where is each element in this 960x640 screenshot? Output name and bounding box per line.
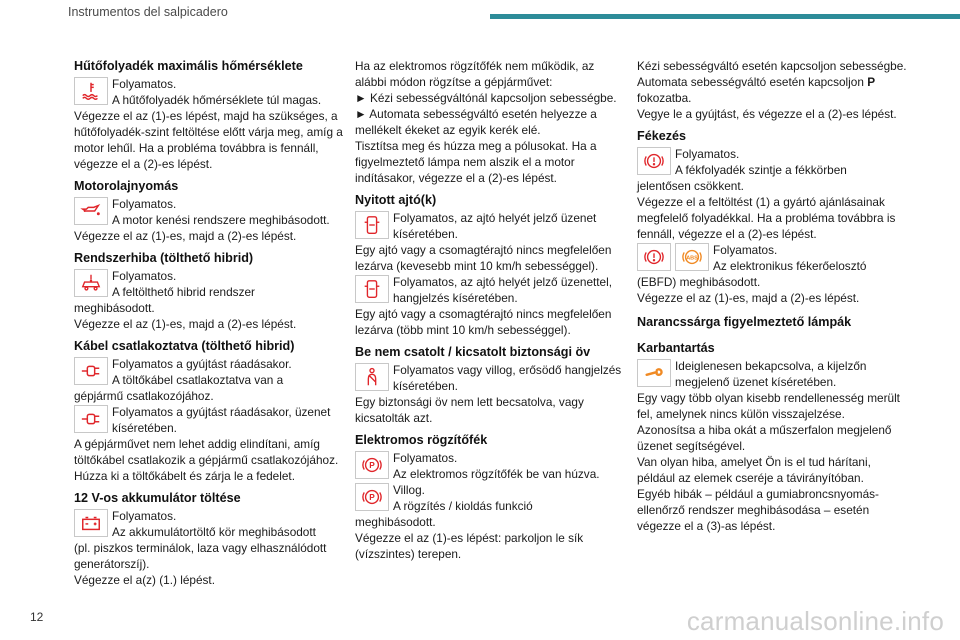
watermark-text: carmanualsonline.info [686,606,944,636]
instruction-text: Tisztítsa meg és húzza meg a pólusokat. Ha a figyelmeztető lámpa nem alszik el a motor indításakor, végezze el a (2)-es lépést. [355,139,597,185]
warning-description: Folyamatos vagy villog, erősödő hangjelzés kíséretében. [393,363,622,393]
warning-description: A töltőkábel csatlakoztatva van a [112,373,284,387]
instruction-text: ► Kézi sebességváltónál kapcsoljon sebességbe. [355,91,617,105]
column-left [74,58,344,588]
svg-text:P: P [369,461,375,471]
charging-plug-icon [74,357,108,385]
instruction-text: Azonosítsa a hiba okát a műszerfalon megjelenő üzenet segítségével. [637,423,892,453]
section-heading-cable-connected: Kábel csatlakoztatva (tölthető hibrid) [74,339,295,353]
warning-description: Az akkumulátortöltő kör meghibásodott [112,525,316,539]
warning-state: Folyamatos. [112,77,177,91]
coolant-temperature-icon [74,77,108,105]
section-heading-12v-battery: 12 V-os akkumulátor töltése [74,491,241,505]
warning-state: Folyamatos a gyújtást ráadásakor, üzenet kíséretében. [112,405,331,435]
wrench-icon [637,359,671,387]
instruction-text: Kézi sebességváltó esetén kapcsoljon sebességbe. [637,59,907,73]
warning-row-coolant [74,76,344,108]
warning-row-maintenance [637,358,907,390]
instruction-text: Végezze el az (1)-es, majd a (2)-es lépést. [74,229,297,243]
section-heading-braking: Fékezés [637,129,687,143]
warning-description: Folyamatos, az ajtó helyét jelző üzenettel, hangjelzés kíséretében. [393,275,613,305]
instruction-text: A gépjárművet nem lehet addig elindítani, amíg töltőkábel csatlakozik a gépjármű csatlakozójához. [74,437,339,467]
warning-description: A feltölthető hibrid rendszer [112,285,255,299]
instruction-text: meghibásodott. [74,301,155,315]
section-heading-oil-pressure: Motorolajnyomás [74,179,179,193]
hybrid-system-fault-icon [74,269,108,297]
instruction-text-part: fokozatba. [637,91,692,105]
instruction-text: (EBFD) meghibásodott. [637,275,761,289]
gear-p-label: P [867,75,876,89]
warning-state: Folyamatos. [675,147,740,161]
instruction-text: Végezze el a feltöltést (1) a gyártó ajánlásainak megfelelő folyadékkal. Ha a probléma továbbra is fennáll, végezze el a (2)-es lépést. [637,195,896,241]
instruction-text: (pl. piszkos terminálok, laza vagy elhasználódott generátorszíj). [74,541,327,571]
brake-warning-icon [637,147,671,175]
warning-row-brake-2 [637,242,907,274]
instruction-text: Húzza ki a töltőkábelt és zárja le a fedelet. [74,469,295,483]
warning-row-cable-1 [74,356,344,388]
instruction-text-part: Automata sebességváltó esetén kapcsoljon [637,75,864,89]
warning-description: A hűtőfolyadék hőmérséklete túl magas. [112,93,322,107]
warning-state: Folyamatos a gyújtást ráadásakor. [112,357,292,371]
warning-row-oil [74,196,344,228]
warning-description: Folyamatos, az ajtó helyét jelző üzenet kíséretében. [393,211,597,241]
instruction-text: meghibásodott. [355,515,436,529]
brake-warning-icon [637,243,671,271]
instruction-text: ► Automata sebességváltó esetén helyezze a mellékelt ékeket az egyik kerék elé. [355,107,597,137]
section-heading-maintenance: Karbantartás [637,341,715,355]
page-header-title: Instrumentos del salpicadero [68,5,228,19]
instruction-text [637,74,907,106]
svg-text:ABS: ABS [686,255,698,262]
warning-state: Villog. [393,483,425,497]
section-heading-door-open: Nyitott ajtó(k) [355,193,437,207]
instruction-text: jelentősen csökkent. [637,179,744,193]
warning-row-seatbelt [355,362,625,394]
oil-can-icon [74,197,108,225]
warning-row-cable-2 [74,404,344,436]
door-open-icon [355,275,389,303]
warning-description: A motor kenési rendszere meghibásodott. [112,213,330,227]
parking-brake-icon [355,483,389,511]
section-heading-parking-brake: Elektromos rögzítőfék [355,433,488,447]
instruction-text: Végezze el a(z) (1.) lépést. [74,573,215,587]
warning-state: Folyamatos. [112,509,177,523]
warning-row-door-2 [355,274,625,306]
warning-state: Folyamatos. [713,243,778,257]
warning-row-parking-2 [355,482,625,514]
instruction-text: Vegye le a gyújtást, és végezze el a (2)-es lépést. [637,107,897,121]
warning-state: Folyamatos. [112,197,177,211]
instruction-text: Végezze el az (1)-es, majd a (2)-es lépést. [74,317,297,331]
warning-row-battery [74,508,344,540]
warning-row-door-1 [355,210,625,242]
warning-description: Az elektromos rögzítőfék be van húzva. [393,467,600,481]
page-number: 12 [30,610,44,624]
warning-description: A rögzítés / kioldás funkció [393,499,533,513]
section-heading-seatbelt: Be nem csatolt / kicsatolt biztonsági öv [355,345,591,359]
parking-brake-icon [355,451,389,479]
warning-row-brake-1 [637,146,907,178]
section-heading-hybrid-fault: Rendszerhiba (tölthető hibrid) [74,251,254,265]
instruction-text: Végezze el az (1)-es, majd a (2)-es lépést. [637,291,860,305]
column-middle [355,58,625,562]
warning-state: Folyamatos. [393,451,458,465]
door-open-icon [355,211,389,239]
warning-state: Folyamatos. [112,269,177,283]
charging-plug-icon [74,405,108,433]
instruction-text: Egy ajtó vagy a csomagtérajtó nincs megfelelően lezárva (több mint 10 km/h sebességgel). [355,307,612,337]
instruction-text: Egy biztonsági öv nem lett becsatolva, vagy kicsatolták azt. [355,395,584,425]
warning-description: A fékfolyadék szintje a fékkörben [675,163,847,177]
seatbelt-icon [355,363,389,391]
instruction-text: Ha az elektromos rögzítőfék nem működik, az alábbi módon rögzítse a gépjárművet: [355,59,595,89]
section-heading-coolant: Hűtőfolyadék maximális hőmérséklete [74,59,303,73]
instruction-text: Végezze el az (1)-es lépést: parkoljon le sík (vízszintes) terepen. [355,531,584,561]
instruction-text: Végezze el az (1)-es lépést, majd ha szükséges, a hűtőfolyadék-szint feltöltése előtt várja meg, amíg a motor lehűl. Ha a probléma továbbra is fennáll, végezze el a (2)-es lépést. [74,109,343,171]
section-heading-orange-lamps: Narancssárga figyelmeztető lámpák [637,315,852,329]
instruction-text: gépjármű csatlakozójához. [74,389,214,403]
instruction-text: Egy ajtó vagy a csomagtérajtó nincs megfelelően lezárva (kevesebb mint 10 km/h sebességgel). [355,243,612,273]
abs-warning-icon [675,243,709,271]
warning-description: Az elektronikus fékerőelosztó [713,259,867,273]
column-right [637,58,907,534]
warning-row-parking-1 [355,450,625,482]
header-accent-bar [490,14,960,19]
instruction-text: Van olyan hiba, amelyet Ön is el tud hárítani, például az elemek cseréje a távirányítóban. [637,455,871,485]
warning-description: Ideiglenesen bekapcsolva, a kijelzőn megjelenő üzenet kíséretében. [675,359,867,389]
instruction-text: Egy vagy több olyan kisebb rendellenesség merült fel, amelynek nincs külön visszajelzése. [637,391,900,421]
svg-text:P: P [369,493,375,503]
warning-row-hybrid [74,268,344,300]
battery-icon [74,509,108,537]
instruction-text: Egyéb hibák – például a gumiabroncsnyomás-ellenőrző rendszer meghibásodása – esetén végezze el a (3)-as lépést. [637,487,879,533]
